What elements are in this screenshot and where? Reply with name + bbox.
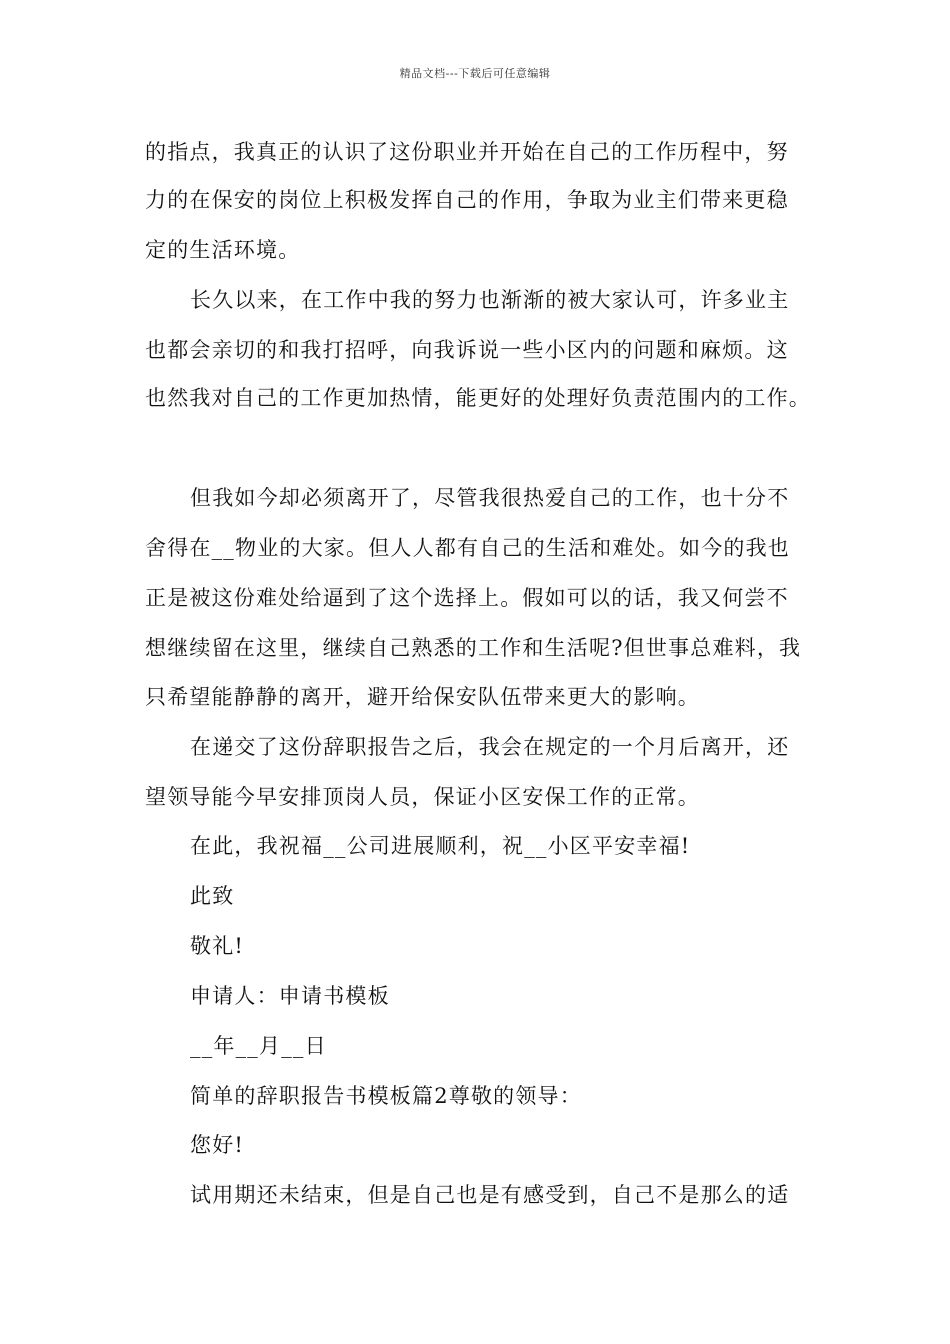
text-line: 申请人：申请书模板 bbox=[190, 984, 390, 1008]
text-line: 在此，我祝福__公司进展顺利，祝__小区平安幸福! bbox=[190, 834, 691, 858]
text-line: 敬礼! bbox=[190, 934, 245, 958]
text-line: 长久以来，在工作中我的努力也渐渐的被大家认可，许多业主 bbox=[190, 288, 790, 312]
text-line: 定的生活环境。 bbox=[145, 238, 301, 262]
text-line: 也然我对自己的工作更加热情，能更好的处理好负责范围内的工作。 bbox=[145, 386, 811, 410]
text-line: 简单的辞职报告书模板篇2尊敬的领导： bbox=[190, 1084, 582, 1108]
text-line: 的指点，我真正的认识了这份职业并开始在自己的工作历程中，努 bbox=[145, 140, 789, 164]
text-line: 舍得在__物业的大家。但人人都有自己的生活和难处。如今的我也 bbox=[145, 536, 790, 560]
text-line: 在递交了这份辞职报告之后，我会在规定的一个月后离开，还 bbox=[190, 735, 790, 759]
text-line: 试用期还未结束，但是自己也是有感受到，自己不是那么的适 bbox=[190, 1183, 790, 1207]
text-line: 力的在保安的岗位上积极发挥自己的作用，争取为业主们带来更稳 bbox=[145, 188, 789, 212]
text-line: 也都会亲切的和我打招呼，向我诉说一些小区内的问题和麻烦。这 bbox=[145, 338, 789, 362]
text-line: __年__月__日 bbox=[190, 1034, 327, 1058]
text-line: 您好! bbox=[190, 1133, 245, 1157]
text-line: 想继续留在这里，继续自己熟悉的工作和生活呢?但世事总难料，我 bbox=[145, 636, 802, 660]
text-line: 正是被这份难处给逼到了这个选择上。假如可以的话，我又何尝不 bbox=[145, 586, 789, 610]
text-line: 此致 bbox=[190, 884, 235, 908]
text-line: 望领导能今早安排顶岗人员，保证小区安保工作的正常。 bbox=[145, 785, 700, 809]
text-line: 但我如今却必须离开了，尽管我很热爱自己的工作，也十分不 bbox=[190, 486, 790, 510]
page-header: 精品文档---下载后可任意编辑 bbox=[399, 67, 551, 80]
text-line: 只希望能静静的离开，避开给保安队伍带来更大的影响。 bbox=[145, 685, 700, 709]
